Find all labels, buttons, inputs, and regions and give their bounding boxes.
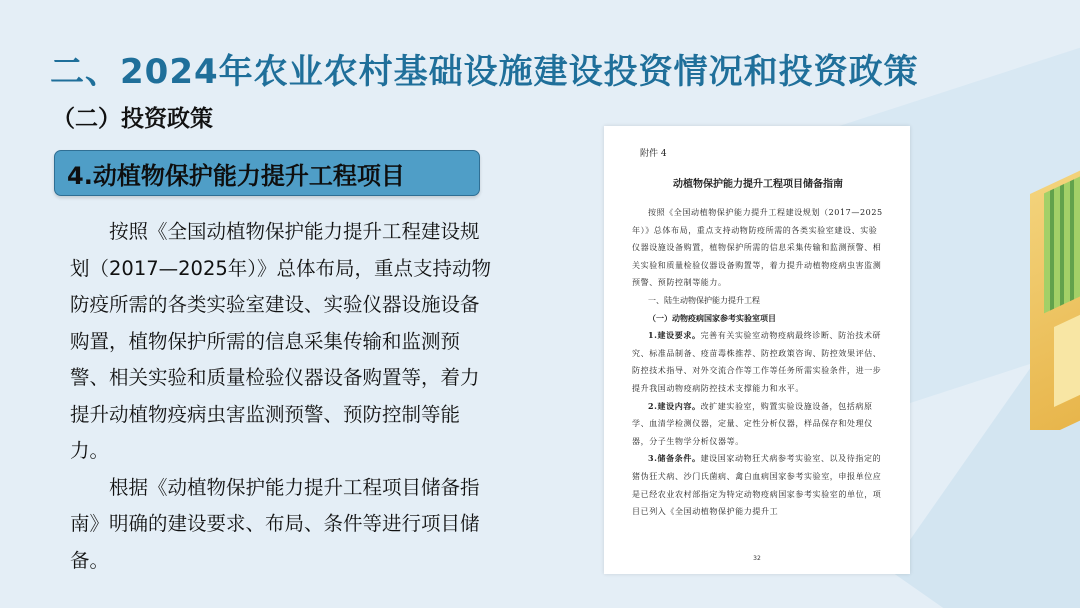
document-heading: 一、陆生动物保护能力提升工程: [648, 295, 760, 305]
subtitle: （二）投资政策: [52, 106, 213, 132]
document-item-text: 完善有关实验室动物疫病最终诊断、防治技术研究、标准品制备、疫苗毒株推荐、防控政策咨询、防控效果评估、防控技术指导、对外交流合作等工作等任务所需实验条件，进一步提升我国动物疫病防控技术支撑能力和水平。: [632, 331, 882, 393]
document-item: [632, 327, 884, 397]
document-title: 动植物保护能力提升工程项目储备指南: [673, 179, 843, 190]
document-subheading: （一）动物疫病国家参考实验室项目: [648, 312, 776, 323]
document-page-number: 32: [753, 555, 761, 562]
document-intro: 按照《全国动植物保护能力提升工程建设规划（2017—2025 年）》总体布局，重点支持动物防疫所需的各类实验室建设、实验仪器设施设备购置，植物保护所需的信息采集传输和监测预警、相关实验和质量检验仪器设备购置等，着力提升动植物疫病虫害监测预警、预防控制等能力。: [632, 208, 883, 288]
body-paragraph: 根据《动植物保护能力提升工程项目储备指南》明确的建设要求、布局、条件等进行项目储备。: [70, 475, 480, 572]
body-text: [70, 214, 498, 579]
section-title: 4.动植物保护能力提升工程项目: [67, 161, 405, 190]
document-item-label: 3.储备条件。: [648, 453, 701, 464]
document-item-label: 1.建设要求。: [648, 330, 701, 341]
document-item-text: 建设国家动物狂犬病参考实验室、以及待指定的猪伪狂犬病、沙门氏菌病、禽白血病国家参考实验室，申报单位应是已经农业农村部指定为特定动物疫病国家参考实验室的单位，项目已列入《全国动植物保护能力提升工: [632, 454, 882, 517]
document-item: [632, 450, 884, 520]
document-attachment-label: 附件 4: [640, 149, 667, 159]
document-image: [604, 126, 910, 574]
body-paragraph: 按照《全国动植物保护能力提升工程建设规划（2017—2025年）》总体布局，重点支持动物防疫所需的各类实验室建设、实验仪器设施设备购置，植物保护所需的信息采集传输和监测预警、相关实验和质量检验仪器设备购置等，着力提升动植物疫病虫害监测预警、预防控制等能力。: [70, 220, 492, 462]
building-illustration: [1000, 160, 1080, 430]
document-item-text: 改扩建实验室，购置实验设施设备，包括病原学、血清学检测仪器，定量、定性分析仪器，样品保存和处理仪器，分子生物学分析仪器等。: [632, 401, 873, 446]
section-title-box: [54, 150, 480, 196]
page-title: 二、2024年农业农村基础设施建设投资情况和投资政策: [50, 52, 919, 92]
document-item: [632, 398, 884, 451]
document-item-label: 2.建设内容。: [648, 400, 701, 411]
